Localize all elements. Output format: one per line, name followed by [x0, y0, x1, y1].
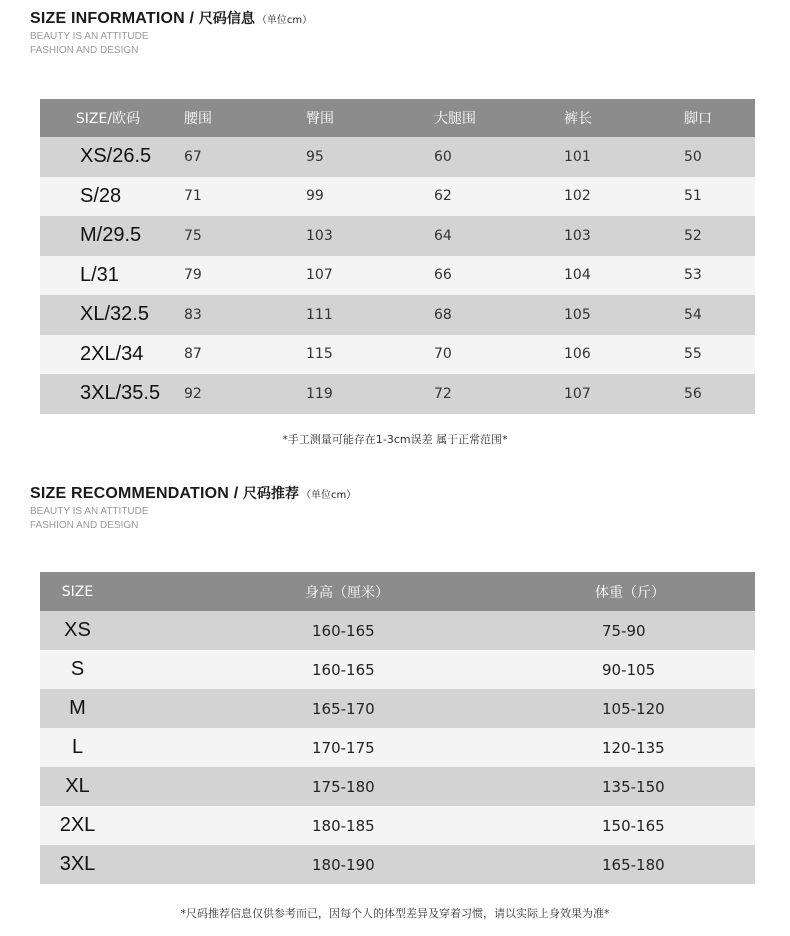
table-row [40, 728, 755, 767]
table-row [40, 137, 755, 177]
cell-thigh: 64 [426, 216, 556, 256]
cell-height: 165-170 [195, 689, 505, 728]
cell-size: XL/32.5 [40, 295, 176, 335]
cell-length: 107 [556, 374, 676, 414]
cell-height: 175-180 [195, 767, 505, 806]
table-row [40, 806, 755, 845]
cell-hip: 95 [306, 137, 426, 177]
cell-length: 104 [556, 256, 676, 296]
tagline-1: BEAUTY IS AN ATTITUDE [30, 31, 149, 42]
cell-size: XS/26.5 [40, 137, 176, 177]
table-row [40, 611, 755, 650]
recommendation-note: *尺码推荐信息仅供参考而已，因每个人的体型差异及穿着习惯，请以实际上身效果为准* [180, 907, 610, 920]
cell-size: 3XL [40, 845, 195, 884]
table-row [40, 689, 755, 728]
table-row [40, 845, 755, 884]
header-hip: 臀围 [306, 99, 426, 137]
cell-size: XS [40, 611, 195, 650]
cell-height: 180-190 [195, 845, 505, 884]
table-header-row [40, 99, 755, 137]
cell-leg-opening: 50 [676, 137, 755, 177]
cell-hip: 111 [306, 295, 426, 335]
unit-label: （单位cm） [301, 490, 357, 501]
table-row [40, 295, 755, 335]
section-title-en: SIZE RECOMMENDATION / [30, 485, 243, 502]
cell-size: 3XL/35.5 [40, 374, 176, 414]
section-title-en: SIZE INFORMATION / [30, 10, 199, 27]
cell-weight: 120-135 [505, 728, 755, 767]
cell-thigh: 60 [426, 137, 556, 177]
cell-size: M/29.5 [40, 216, 176, 256]
header-height: 身高（厘米） [195, 572, 505, 611]
size-information-heading [30, 9, 312, 58]
cell-length: 105 [556, 295, 676, 335]
cell-leg-opening: 51 [676, 177, 755, 217]
cell-leg-opening: 52 [676, 216, 755, 256]
cell-size: L [40, 728, 195, 767]
cell-size: S/28 [40, 177, 176, 217]
cell-hip: 107 [306, 256, 426, 296]
cell-length: 101 [556, 137, 676, 177]
cell-waist: 79 [176, 256, 306, 296]
cell-thigh: 70 [426, 335, 556, 375]
cell-waist: 83 [176, 295, 306, 335]
cell-hip: 119 [306, 374, 426, 414]
cell-hip: 99 [306, 177, 426, 217]
cell-size: 2XL [40, 806, 195, 845]
table-row [40, 650, 755, 689]
table-header-row [40, 572, 755, 611]
header-length: 裤长 [556, 99, 676, 137]
header-weight: 体重（斤） [505, 572, 755, 611]
tagline-2: FASHION AND DESIGN [30, 45, 139, 56]
cell-weight: 105-120 [505, 689, 755, 728]
header-thigh: 大腿围 [426, 99, 556, 137]
cell-leg-opening: 56 [676, 374, 755, 414]
cell-hip: 115 [306, 335, 426, 375]
tagline-1: BEAUTY IS AN ATTITUDE [30, 506, 149, 517]
cell-height: 170-175 [195, 728, 505, 767]
cell-waist: 75 [176, 216, 306, 256]
cell-length: 103 [556, 216, 676, 256]
size-information-table [40, 99, 755, 414]
cell-length: 102 [556, 177, 676, 217]
size-recommendation-table [40, 572, 755, 884]
cell-leg-opening: 55 [676, 335, 755, 375]
table-row [40, 216, 755, 256]
cell-leg-opening: 54 [676, 295, 755, 335]
table-row [40, 256, 755, 296]
cell-weight: 90-105 [505, 650, 755, 689]
table-row [40, 177, 755, 217]
cell-waist: 71 [176, 177, 306, 217]
cell-waist: 67 [176, 137, 306, 177]
cell-thigh: 62 [426, 177, 556, 217]
cell-length: 106 [556, 335, 676, 375]
cell-thigh: 72 [426, 374, 556, 414]
table-row [40, 335, 755, 375]
cell-waist: 87 [176, 335, 306, 375]
tagline-2: FASHION AND DESIGN [30, 520, 139, 531]
cell-weight: 75-90 [505, 611, 755, 650]
cell-thigh: 66 [426, 256, 556, 296]
size-recommendation-heading [30, 484, 356, 533]
cell-size: XL [40, 767, 195, 806]
unit-label: （单位cm） [256, 15, 313, 26]
table-row [40, 767, 755, 806]
section-title-cn: 尺码信息 [198, 11, 255, 27]
measurement-note: *手工测量可能存在1-3cm误差 属于正常范围* [282, 433, 508, 446]
cell-thigh: 68 [426, 295, 556, 335]
header-size: SIZE [40, 572, 195, 611]
cell-height: 180-185 [195, 806, 505, 845]
cell-size: M [40, 689, 195, 728]
cell-leg-opening: 53 [676, 256, 755, 296]
cell-height: 160-165 [195, 650, 505, 689]
cell-size: 2XL/34 [40, 335, 176, 375]
cell-weight: 135-150 [505, 767, 755, 806]
cell-waist: 92 [176, 374, 306, 414]
header-leg-opening: 脚口 [676, 99, 755, 137]
section-title-cn: 尺码推荐 [243, 486, 299, 502]
header-size: SIZE/欧码 [40, 99, 176, 137]
cell-size: S [40, 650, 195, 689]
cell-size: L/31 [40, 256, 176, 296]
header-waist: 腰围 [176, 99, 306, 137]
cell-weight: 150-165 [505, 806, 755, 845]
cell-hip: 103 [306, 216, 426, 256]
table-row [40, 374, 755, 414]
cell-height: 160-165 [195, 611, 505, 650]
cell-weight: 165-180 [505, 845, 755, 884]
